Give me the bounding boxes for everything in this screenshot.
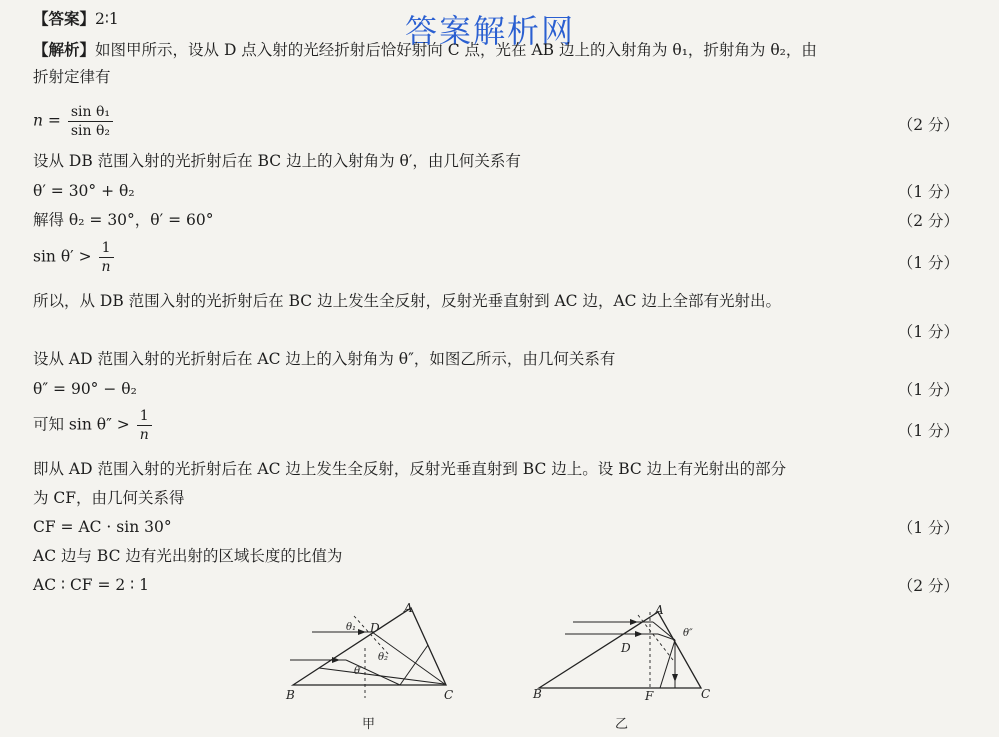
eq3-score: （2 分）	[897, 212, 959, 230]
jia-label-c: C	[444, 688, 454, 702]
yi-label-f: F	[645, 689, 654, 703]
jia-label-d: D	[370, 621, 380, 635]
jia-label-thetaP: θ′	[354, 666, 363, 677]
eq6-lhs: 可知 sin θ″ >	[33, 415, 130, 434]
jia-label-theta1: θ₁	[346, 622, 357, 633]
eq1-numerator: sin θ₁	[68, 103, 113, 122]
eq4-denominator: n	[101, 259, 111, 275]
yi-label-c: C	[701, 687, 711, 701]
eq1-lhs: n =	[33, 111, 61, 130]
jia-label-theta2: θ₂	[378, 652, 389, 663]
equation-5: θ″ = 90° − θ₂	[33, 380, 137, 398]
figure-jia	[270, 600, 480, 737]
jia-label-a: A	[404, 601, 413, 615]
line-ad: 设从 AD 范围入射的光折射后在 AC 边上的入射角为 θ″，如图乙所示，由几何关系有	[33, 350, 616, 368]
yi-label-thetaPP: θ″	[683, 628, 693, 639]
yi-caption: 乙	[615, 717, 629, 732]
equation-7: CF = AC · sin 30°	[33, 518, 172, 536]
jia-triangle	[293, 608, 446, 685]
analysis-line-2: 折射定律有	[33, 68, 111, 86]
equation-6	[33, 407, 959, 444]
line-total-reflection-1: 所以，从 DB 范围入射的光折射后在 BC 边上发生全反射，反射光垂直射到 AC 边，AC 边上全部有光射出。	[33, 292, 781, 310]
line-total-reflection-2a: 即从 AD 范围入射的光折射后在 AC 边上发生全反射，反射光垂直射到 BC 边上。设 BC 边上有光射出的部分	[33, 460, 787, 478]
eq1-fraction	[68, 103, 113, 140]
eq6-fraction	[137, 407, 152, 444]
eq4-lhs: sin θ′ >	[33, 247, 92, 266]
eq1-denominator: sin θ₂	[70, 123, 111, 139]
eq4-fraction	[99, 239, 114, 276]
eq4-score: （1 分）	[897, 254, 959, 272]
answer-value: 2∶1	[95, 10, 119, 28]
line-db: 设从 DB 范围入射的光折射后在 BC 边上的入射角为 θ′，由几何关系有	[33, 152, 521, 170]
yi-label-d: D	[621, 641, 631, 655]
eq5-score: （1 分）	[897, 381, 959, 399]
line-total-reflection-1-score: （1 分）	[897, 323, 959, 341]
eq6-denominator: n	[139, 427, 149, 443]
equation-3: 解得 θ₂ = 30°，θ′ = 60°	[33, 211, 214, 229]
eq6-score: （1 分）	[897, 422, 959, 440]
watermark: 答案解析网	[405, 12, 576, 50]
yi-label-b: B	[533, 687, 542, 701]
equation-4	[33, 239, 959, 276]
equation-8: AC ∶ CF = 2 ∶ 1	[33, 576, 150, 594]
equation-2: θ′ = 30° + θ₂	[33, 182, 135, 200]
answer-label: 【答案】	[33, 9, 96, 28]
analysis-label: 【解析】	[33, 40, 96, 59]
eq7-score: （1 分）	[897, 519, 959, 537]
line-ratio: AC 边与 BC 边有光出射的区域长度的比值为	[33, 547, 343, 565]
analysis-line-1	[33, 39, 959, 61]
jia-caption: 甲	[362, 717, 376, 732]
yi-label-a: A	[655, 603, 664, 617]
line-total-reflection-2b: 为 CF，由几何关系得	[33, 489, 185, 507]
answer-line	[33, 8, 959, 30]
figure-yi	[525, 600, 745, 737]
eq2-score: （1 分）	[897, 183, 959, 201]
eq4-numerator: 1	[99, 239, 114, 258]
analysis-intro-1: 如图甲所示，设从 D 点入射的光经折射后恰好射向 C 点，光在 AB 边上的入射角为 θ₁，折射角为 θ₂，由	[95, 41, 817, 59]
equation-1	[33, 103, 959, 140]
eq1-score: （2 分）	[897, 116, 959, 134]
eq6-numerator: 1	[137, 407, 152, 426]
eq8-score: （2 分）	[897, 577, 959, 595]
jia-label-b: B	[286, 688, 295, 702]
